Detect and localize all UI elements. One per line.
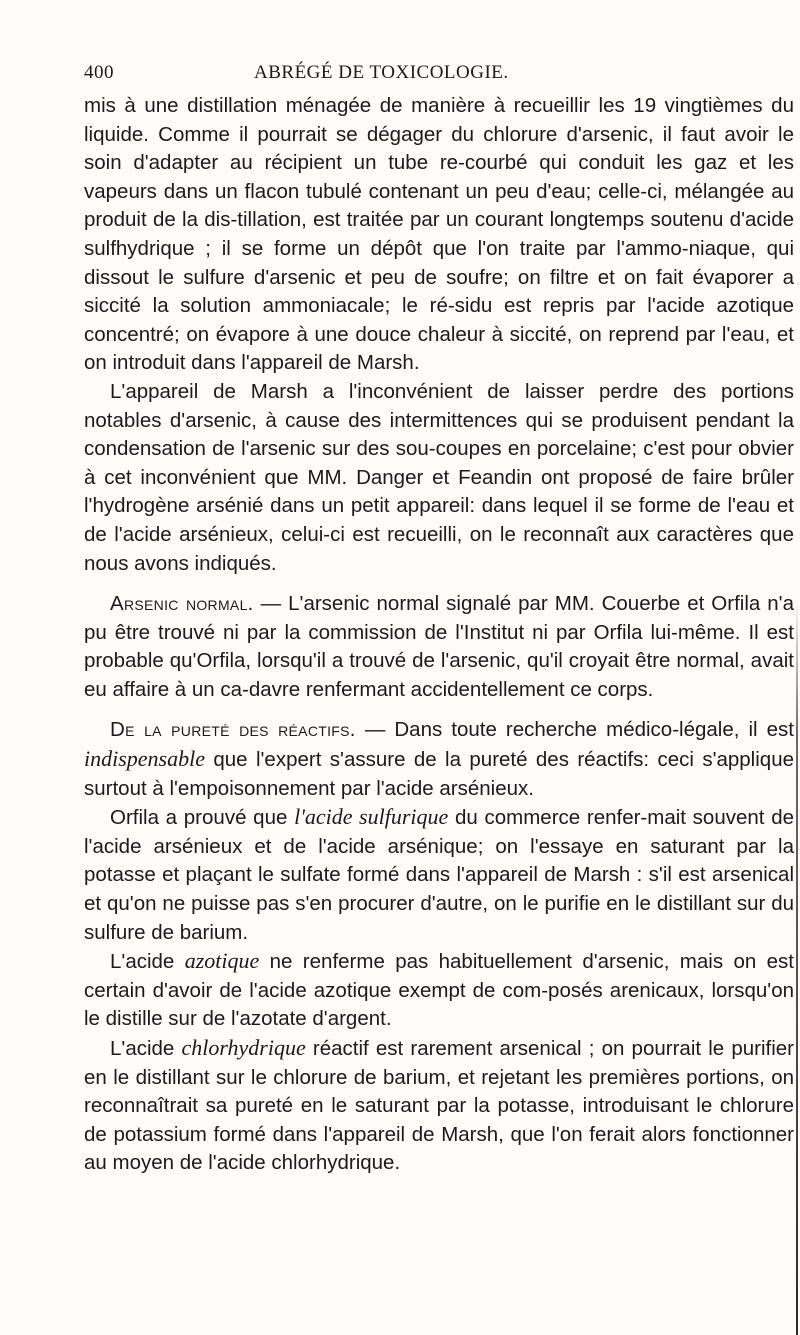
paragraph-arsenic-normal: [84, 590, 794, 704]
paragraph-text: que l'expert s'assure de la pureté des réactifs: ceci s'applique surtout à l'empoisonnement par l'acide arsénieux.: [84, 748, 794, 800]
paragraph-acide-chlorhydrique: [84, 1034, 794, 1178]
page-edge-shadow: [796, 0, 798, 1335]
running-title: ABRÉGÉ DE TOXICOLOGIE.: [254, 62, 509, 83]
page-header: [84, 58, 794, 92]
document-page: [84, 58, 794, 1178]
paragraph-acide-sulfurique: [84, 803, 794, 947]
emphasis-text: indispensable: [84, 746, 205, 772]
body-text: [84, 92, 794, 1178]
paragraph-text: Orfila a prouvé que: [110, 806, 295, 830]
paragraph-distillation: mis à une distillation ménagée de manière à recueillir les 19 vingtièmes du liquide. Comme il pourrait se dégager du chlorure d'arsenic, il faut avoir le soin d'adapter au récipient un tube re-courbé qui conduit les gaz et les vapeurs dans un flacon tubulé contenant un peu d'eau; celle-ci, mélangée au produit de la dis-tillation, est traitée par un courant longtemps soutenu d'acide sulfhydrique ; il se forme un dépôt que l'on traite par l'ammo-niaque, qui dissout le sulfure d'arsenic et peu de soufre; on filtre et on fait évaporer a siccité la solution ammoniacale; le ré-sidu est repris par l'acide azotique concentré; on évapore à une douce chaleur à siccité, on reprend par l'eau, et on introduit dans l'appareil de Marsh.: [84, 94, 794, 375]
paragraph-text: — L'arsenic normal signalé par MM. Couerbe et Orfila n'a pu être trouvé ni par la commission de l'Institut ni par Orfila lui-même. Il est probable qu'Orfila, lorsqu'il a trouvé de l'arsenic, qu'il croyait être normal, avait eu affaire à un ca-davre renfermant accidentellement ce corps.: [84, 592, 794, 701]
paragraph-text: L'acide: [110, 1037, 182, 1060]
emphasis-text: azotique: [184, 948, 260, 974]
page-number: 400: [84, 62, 114, 83]
paragraph-text: L'acide: [110, 950, 185, 974]
emphasis-text: l'acide sulfurique: [294, 804, 449, 830]
emphasis-text: chlorhydrique: [181, 1035, 306, 1060]
paragraph-text: du commerce renfer-mait souvent de l'acide arsénieux et de l'acide arsénique; on l'essaye en saturant par la potasse et plaçant le sulfate formé dans l'appareil de Marsh : s'il est arsenical et qu'on ne puisse pas s'en procurer d'autre, on le purifie en le distillant sur du sulfure de barium.: [84, 806, 794, 944]
paragraph-text: ne renferme pas habituellement d'arsenic, mais on est certain d'avoir de l'acide azotique exempt de com-posés arenicaux, lorsqu'on le distille sur de l'azotate d'argent.: [84, 950, 794, 1031]
paragraph-acide-azotique: [84, 947, 794, 1034]
paragraph-text: réactif est rarement arsenical ; on pourrait le purifier en le distillant sur le chlorure de barium, et rejetant les premières portions, on reconnaîtrait sa pureté en le saturant par la potasse, introduisant le chlorure de potassium formé dans l'appareil de Marsh, que l'on ferait alors fonctionner au moyen de l'acide chlorhydrique.: [84, 1037, 794, 1175]
section-heading-arsenic-normal: Arsenic normal.: [110, 592, 254, 616]
section-heading-purete-reactifs: De la pureté des réactifs.: [110, 718, 356, 742]
paragraph-purete-reactifs: [84, 716, 794, 803]
paragraph-marsh-apparatus: L'appareil de Marsh a l'inconvénient de laisser perdre des portions notables d'arsenic, à cause des intermittences qui se produisent pendant la condensation de l'arsenic sur des sou-coupes en porcelaine; c'est pour obvier à cet inconvénient que MM. Danger et Feandin ont proposé de faire brûler l'hydrogène arsénié dans un petit appareil: dans lequel il se forme de l'eau et de l'acide arsénieux, celui-ci est recueilli, on le reconnaît aux caractères que nous avons indiqués.: [84, 379, 794, 575]
paragraph-text: — Dans toute recherche médico-légale, il est: [355, 718, 794, 742]
